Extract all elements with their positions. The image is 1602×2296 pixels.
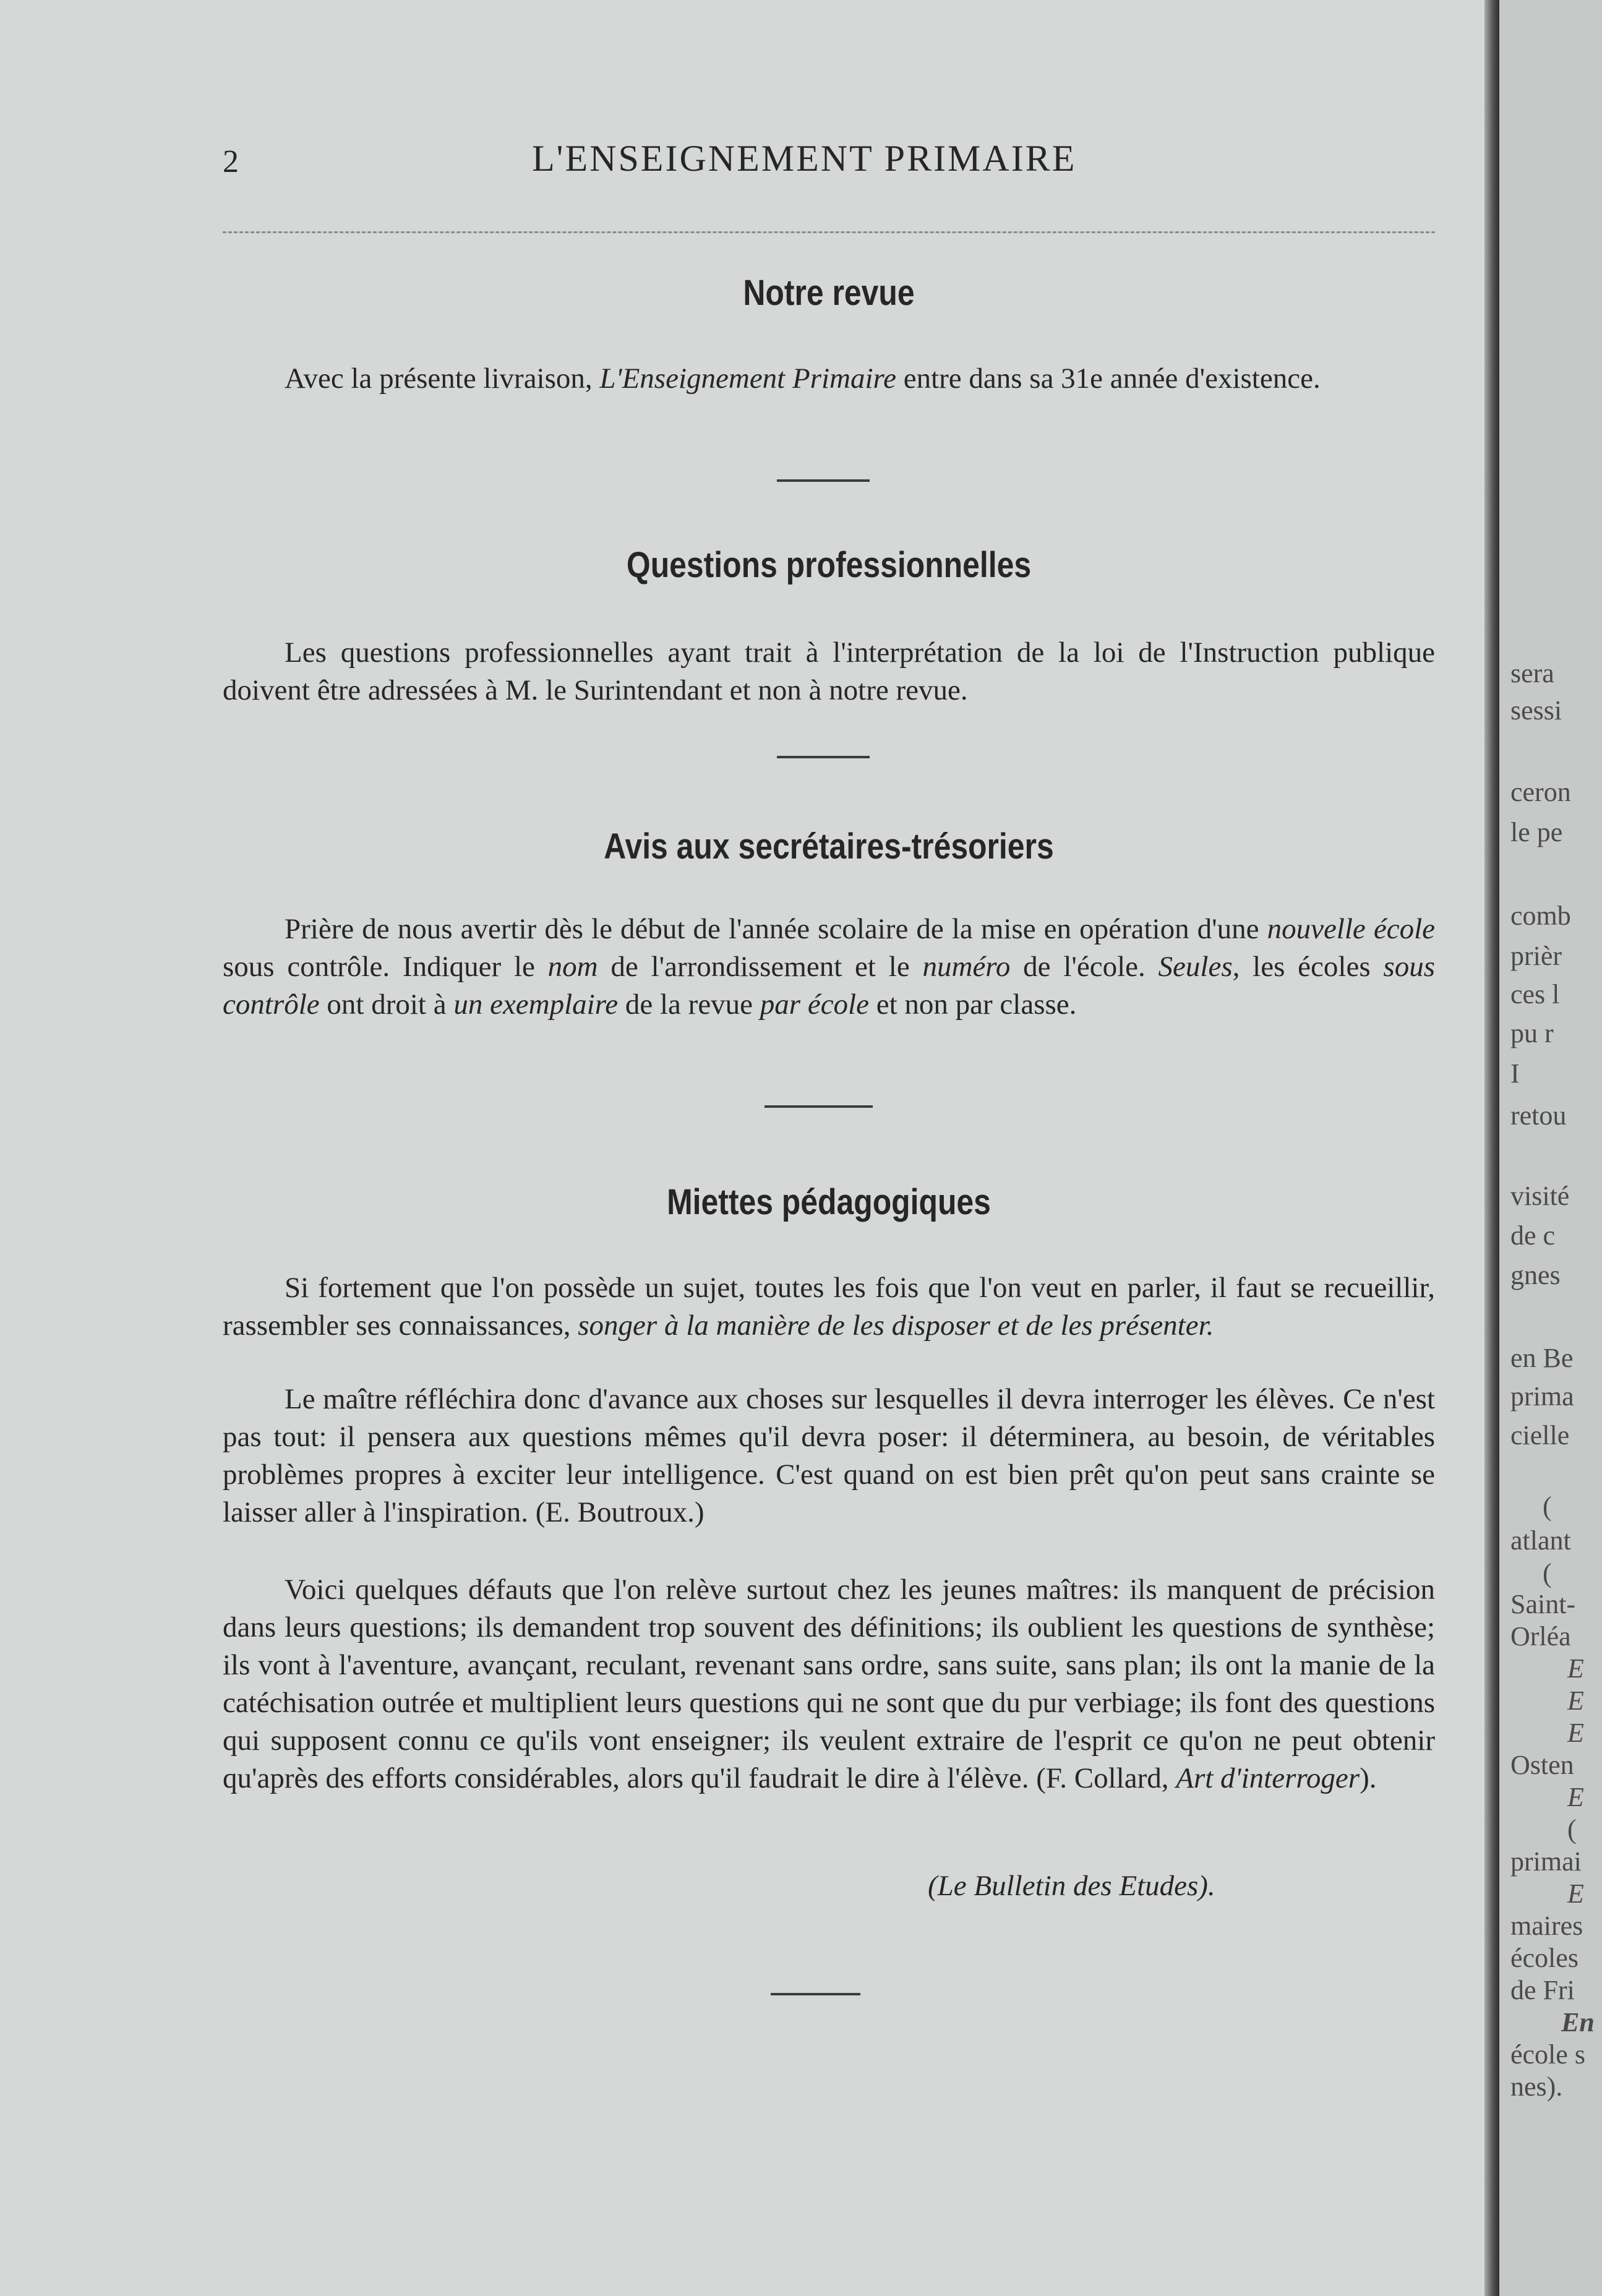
header-rule [223,231,1435,233]
adjacent-fragment: primai [1510,1846,1582,1877]
adjacent-fragment: Orléa [1510,1621,1571,1651]
page-gutter [1484,0,1499,2296]
adjacent-fragment: I [1510,1058,1520,1089]
paragraph-miettes-2: Le maître réfléchira donc d'avance aux choses sur lesquelles il devra interroger les élèves. Ce n'est pas tout: il pensera aux questions mêmes qu'il devra poser: il déterminera, au besoin, de véritables problèmes propres à exciter leur intelligence. C'est quand on est bien prêt qu'on peut sans crainte se laisser aller à l'inspiration. (E. Boutroux.) [223,1383,1435,1528]
adjacent-fragment: de Fri [1510,1975,1575,2005]
adjacent-fragment: comb [1510,901,1571,931]
adjacent-fragment: sera [1510,658,1554,688]
adjacent-fragment: ( [1543,1558,1552,1588]
adjacent-fragment: en Be [1510,1343,1574,1373]
section-separator [771,1993,860,1995]
adjacent-fragment: E [1567,1718,1584,1748]
section-separator [777,756,870,758]
adjacent-fragment: atlant [1510,1525,1571,1556]
adjacent-fragment: écoles [1510,1943,1578,1973]
attribution: (Le Bulletin des Etudes). [928,1870,1215,1902]
section-title-notre-revue: Notre revue [743,273,915,313]
adjacent-fragment: nes). [1510,2071,1563,2102]
section-title-questions: Questions professionnelles [626,545,1032,585]
adjacent-fragment: E [1567,1782,1584,1812]
adjacent-fragment: le pe [1510,817,1563,847]
adjacent-fragment: E [1567,1653,1584,1684]
adjacent-fragment: école s [1510,2039,1585,2070]
adjacent-fragment: sessi [1510,695,1562,726]
adjacent-fragment: cielle [1510,1420,1570,1450]
paragraph-avis: Prière de nous avertir dès le début de l'année scolaire de la mise en opération d'une nouvelle école sous contrôle. Indiquer le nom de l'arrondissement et le numéro de l'école. Seules, les écoles sous contrôle ont droit à un exemplaire de la revue par école et non par classe. [223,913,1436,1021]
section-title-avis: Avis aux secrétaires-trésoriers [604,826,1054,867]
adjacent-fragment: pu r [1510,1018,1554,1048]
paragraph-notre-revue: Avec la présente livraison, L'Enseignement Primaire entre dans sa 31e année d'existence. [285,362,1321,395]
adjacent-fragment: E [1567,1686,1584,1716]
adjacent-fragment: Saint- [1510,1589,1576,1619]
paragraph-questions: Les questions professionnelles ayant trait à l'interprétation de la loi de l'Instruction publique doivent être adressées à M. le Surintendant et non à notre revue. [223,636,1435,706]
paragraph-miettes-3: Voici quelques défauts que l'on relève surtout chez les jeunes maîtres: ils manquent de précision dans leurs questions; ils demandent trop souvent des définitions; ils oublient les questions de synthèse; ils vont à l'aventure, avançant, reculant, revenant sans ordre, sans suite, sans plan; ils ont la manie de la catéchisation outrée et multiplient leurs questions qui ne sont que du pur verbiage; ils font des questions qui supposent connu ce qu'ils vont enseigner; ils veulent extraire de l'esprit ce qu'on ne peut obtenir qu'après des efforts considérables, alors qu'il faudrait le dire à l'élève. (F. Collard, Art d'interroger). [223,1574,1435,1794]
adjacent-fragment: gnes [1510,1260,1561,1290]
adjacent-fragment: ( [1567,1814,1577,1844]
adjacent-page-edge [1499,0,1602,2296]
page-number: 2 [223,144,239,179]
adjacent-fragment: de c [1510,1220,1556,1251]
adjacent-fragment: Osten [1510,1750,1574,1780]
adjacent-fragment: prièr [1510,941,1562,971]
paragraph-miettes-1: Si fortement que l'on possède un sujet, toutes les fois que l'on veut en parler, il faut se recueillir, rassembler ses connaissances, songer à la manière de les disposer et de les présenter. [223,1272,1435,1342]
adjacent-fragment: maires [1510,1911,1583,1941]
adjacent-fragment: prima [1510,1381,1574,1411]
section-separator [777,479,870,482]
adjacent-fragment: En [1561,2007,1595,2037]
adjacent-fragment: retou [1510,1100,1567,1131]
adjacent-fragment: E [1567,1878,1584,1909]
section-title-miettes: Miettes pédagogiques [667,1182,991,1222]
adjacent-fragment: ceron [1510,777,1571,807]
section-separator [765,1105,873,1108]
running-title: L'ENSEIGNEMENT PRIMAIRE [532,138,1077,179]
adjacent-fragment: visité [1510,1181,1570,1211]
adjacent-fragment: ( [1543,1491,1552,1522]
adjacent-fragment: ces l [1510,979,1560,1009]
